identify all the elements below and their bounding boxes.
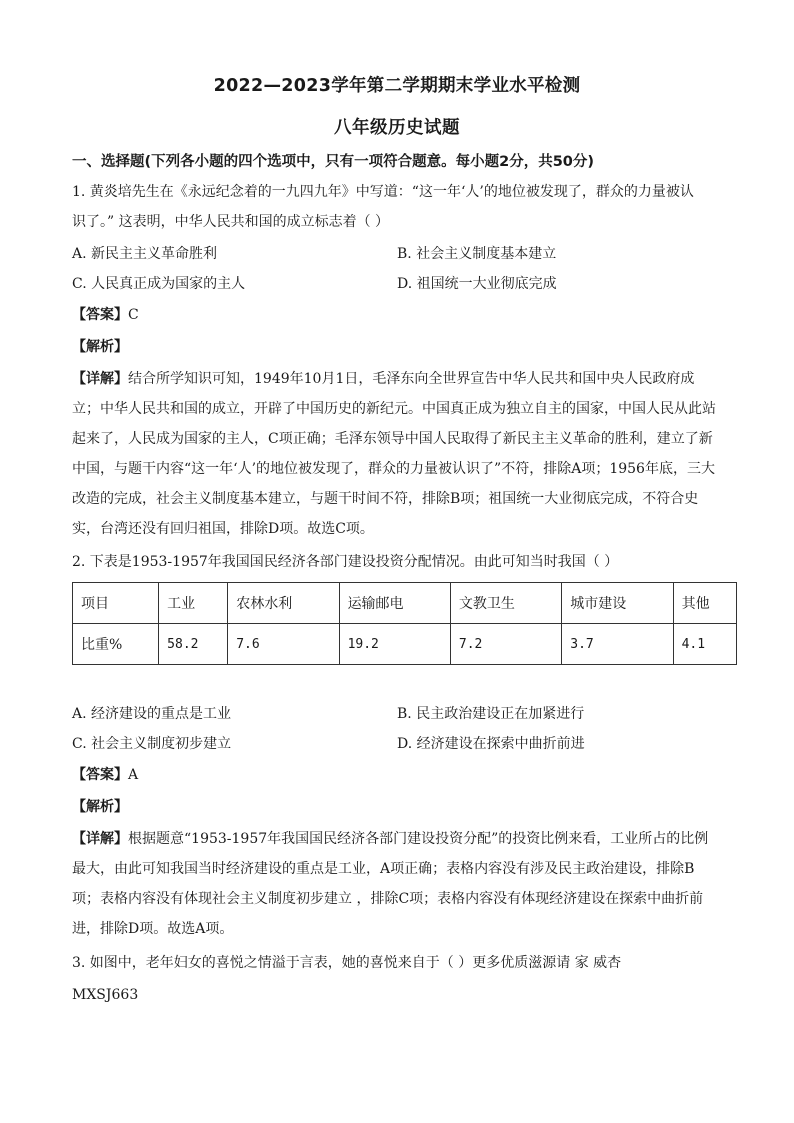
table-cell: 运输邮电 [339,583,450,624]
q1-answer-tag: 【答案】 [72,307,128,323]
table-cell: 其他 [673,583,736,624]
q2-answer-tag: 【答案】 [72,767,128,783]
q1-detail-line-6: 实，台湾还没有回归祖国，排除D项。故选C项。 [72,521,374,537]
q2-analysis-tag: 【解析】 [72,799,128,815]
q1-option-c: C. 人民真正成为国家的主人 [72,276,246,292]
q3-stem: 3. 如图中，老年妇女的喜悦之情溢于言表，她的喜悦来自于（ ）更多优质滋源请 家 威杏 [72,955,622,971]
q2-analysis [72,797,128,817]
q1-analysis-tag: 【解析】 [72,339,128,355]
q2-detail-line-4: 进，排除D项。故选A项。 [72,921,234,937]
exam-subtitle: 八年级历史试题 [334,118,460,138]
table-cell: 工业 [159,583,228,624]
table-cell: 比重% [73,624,159,665]
q2-option-d: D. 经济建设在探索中曲折前进 [397,736,585,752]
q1-detail-line-3: 起来了，人民成为国家的主人，C项正确；毛泽东领导中国人民取得了新民主主义革命的胜利，建立了新 [72,431,713,447]
q2-option-c: C. 社会主义制度初步建立 [72,736,232,752]
q1-detail-text-1: 结合所学知识可知，1949年10月1日，毛泽东向全世界宣告中华人民共和国中央人民政府成 [128,371,695,387]
section-heading: 一、选择题(下列各小题的四个选项中，只有一项符合题意。每小题2分，共50分) [72,154,595,170]
q2-detail-line-1 [72,829,708,849]
table-cell: 19.2 [339,624,450,665]
q2-answer [72,765,138,785]
q2-option-b: B. 民主政治建设正在加紧进行 [397,706,585,722]
table-cell: 58.2 [159,624,228,665]
q1-option-d: D. 祖国统一大业彻底完成 [397,276,557,292]
q1-detail-line-4: 中国，与题干内容“这一年‘人’的地位被发现了，群众的力量被认识了”不符，排除A项；1956年底，三大 [72,461,715,477]
table-row [73,624,737,665]
q1-option-b: B. 社会主义制度基本建立 [397,246,557,262]
table-cell: 城市建设 [562,583,673,624]
q2-option-a: A. 经济建设的重点是工业 [72,706,232,722]
exam-title: 2022—2023学年第二学期期末学业水平检测 [213,76,581,96]
table-cell: 农林水利 [228,583,339,624]
q1-detail-tag: 【详解】 [72,371,128,387]
q1-detail-line-1 [72,369,694,389]
watermark-code: MXSJ663 [72,987,139,1003]
q2-detail-line-2: 最大，由此可知我国当时经济建设的重点是工业，A项正确；表格内容没有涉及民主政治建设，排除B [72,861,695,877]
table-header-row [73,583,737,624]
q1-stem-line-2: 识了。” 这表明，中华人民共和国的成立标志着（ ） [72,214,390,230]
q1-detail-line-2: 立；中华人民共和国的成立，开辟了中国历史的新纪元。中国真正成为独立自主的国家，中国人民从此站 [72,401,716,417]
table-cell: 7.6 [228,624,339,665]
table-cell: 项目 [73,583,159,624]
table-cell: 4.1 [673,624,736,665]
q2-detail-text-1: 根据题意“1953-1957年我国国民经济各部门建设投资分配”的投资比例来看，工业所占的比例 [128,831,709,847]
q2-detail-line-3: 项；表格内容没有体现社会主义制度初步建立 ，排除C项；表格内容没有体现经济建设在探索中曲折前 [72,891,704,907]
q1-answer [72,305,139,325]
table-cell: 3.7 [562,624,673,665]
q1-analysis [72,337,128,357]
q2-detail-tag: 【详解】 [72,831,128,847]
q1-answer-value: C [128,307,139,323]
q2-stem: 2. 下表是1953-1957年我国国民经济各部门建设投资分配情况。由此可知当时我国（ ） [72,554,619,570]
investment-table [72,582,737,665]
q1-stem-line-1: 1. 黄炎培先生在《永远纪念着的一九四九年》中写道：“这一年‘人’的地位被发现了，群众的力量被认 [72,184,694,200]
q2-answer-value: A [128,767,139,783]
table-cell: 7.2 [450,624,561,665]
table-cell: 文教卫生 [450,583,561,624]
q1-option-a: A. 新民主主义革命胜利 [72,246,218,262]
q1-detail-line-5: 改造的完成，社会主义制度基本建立，与题干时间不符，排除B项；祖国统一大业彻底完成，不符合史 [72,491,699,507]
